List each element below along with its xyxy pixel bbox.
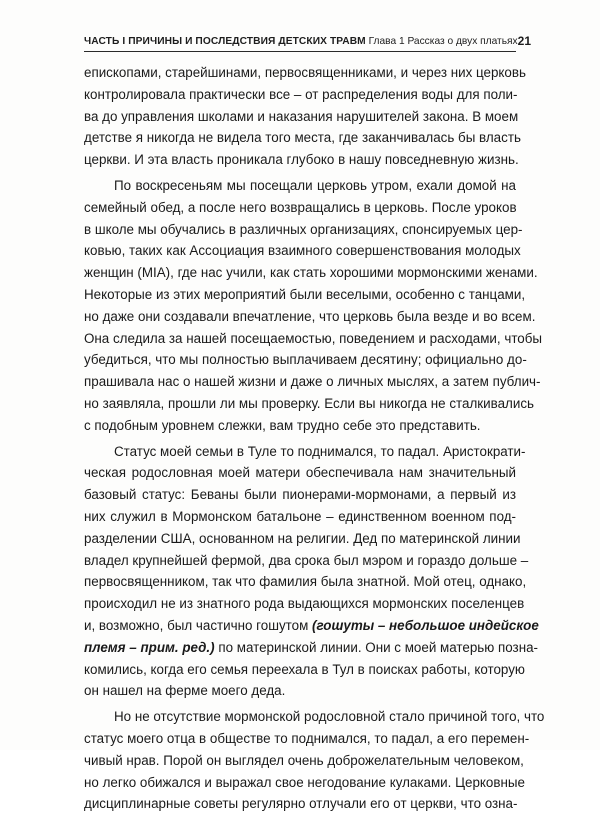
text-line: семейный обед, а после него возвращались в церковь. После уроков [84, 199, 517, 215]
editor-note: (гошуты – небольшое индейское [312, 617, 539, 633]
text-line: Но не отсутствие мормонской родословной стало причиной того, что [114, 709, 545, 725]
body-text [84, 62, 545, 815]
text-line: разделении США, основанном на религии. Дед по материнской линии [84, 530, 521, 546]
text-line: убедиться, что мы полностью выплачиваем десятину; официально до- [84, 352, 527, 368]
text-fragment: и, возможно, был частично гошутом [84, 617, 309, 633]
text-line: ческая родословная моей матери обеспечивала нам значительный [84, 465, 516, 481]
text-fragment: по материнской линии. Они с моей матерью позна- [218, 639, 538, 655]
text-line: чивый нрав. Порой он выглядел очень доброжелательным человеком, [84, 752, 524, 768]
text-line: дисциплинарные советы регулярно отлучали его от церкви, что озна- [84, 796, 518, 812]
text-line: церкви. И эта власть проникала глубоко в нашу повседневную жизнь. [84, 152, 519, 168]
page-number: 21 [517, 34, 531, 48]
paragraph [84, 441, 539, 703]
text-line: По воскресеньям мы посещали церковь утром, ехали домой на [114, 177, 516, 193]
text-line: происходил не из знатного рода выдающихся мормонских поселенцев [84, 596, 525, 612]
text-line-with-note [84, 637, 538, 659]
text-line: детстве я никогда не видела того места, где заканчивалась бы власть [84, 130, 521, 146]
paragraph [84, 706, 545, 815]
text-line: но легко обижался и выражал свое негодование кулаками. Церковные [84, 774, 525, 790]
text-line: женщин (MIA), где нас учили, как стать хорошими мормонскими женами. [84, 265, 538, 281]
text-line: ковью, таких как Ассоциация взаимного совершенствования молодых [84, 243, 521, 259]
text-line: прашивала нас о нашей жизни и даже о личных мыслях, а затем публич- [84, 374, 541, 390]
text-line-with-note [84, 615, 539, 637]
text-line: комились, когда его семья переехала в Тул в поисках работы, которую [84, 661, 525, 677]
text-line: владел крупнейшей фермой, два срока был мэром и гораздо дольше – [84, 552, 529, 568]
text-line: Некоторые из этих мероприятий были веселыми, особенно с танцами, [84, 286, 526, 302]
paragraph [84, 62, 526, 171]
text-line: он нашел на ферме моего деда. [84, 683, 286, 699]
running-header [84, 31, 531, 52]
text-line: статус моего отца в обществе то поднимался, то падал, а его перемен- [84, 730, 530, 746]
text-line: в школе мы обучались в различных организациях, спонсируемых цер- [84, 221, 523, 237]
text-line: но заявляла, прошли ли мы проверку. Если вы никогда не сталкивались [84, 395, 535, 411]
paragraph [84, 175, 543, 437]
text-line: епископами, старейшинами, первосвященниками, и через них церковь [84, 65, 526, 80]
text-line: Она следила за нашей посещаемостью, поведением и расходами, чтобы [84, 330, 543, 346]
text-line: но даже они создавали впечатление, что церковь была везде и во всем. [84, 308, 536, 324]
header-chapter: Глава 1 Рассказ о двух платьях [368, 35, 518, 47]
header-part: ЧАСТЬ I ПРИЧИНЫ И ПОСЛЕДСТВИЯ ДЕТСКИХ ТРАВМ [84, 35, 366, 47]
editor-note: племя – прим. ред.) [84, 639, 215, 655]
text-line: Статус моей семьи в Туле то поднимался, то падал. Аристократи- [114, 443, 526, 459]
text-line: базовый статус: Беваны были пионерами-мормонами, а первый из [84, 487, 516, 503]
text-line: первосвященником, так что фамилия была знатной. Мой отец, однако, [84, 574, 527, 590]
text-line: с подобным уровнем слежки, вам трудно себе это представить. [84, 417, 481, 433]
header-title [84, 36, 518, 47]
text-line: контролировала практически все – от распределения воды для поли- [84, 86, 518, 102]
text-line: ва до управления школами и наказания нарушителей закона. В моем [84, 108, 519, 124]
text-line: них служил в Мормонском батальоне – единственном военном под- [84, 508, 516, 524]
